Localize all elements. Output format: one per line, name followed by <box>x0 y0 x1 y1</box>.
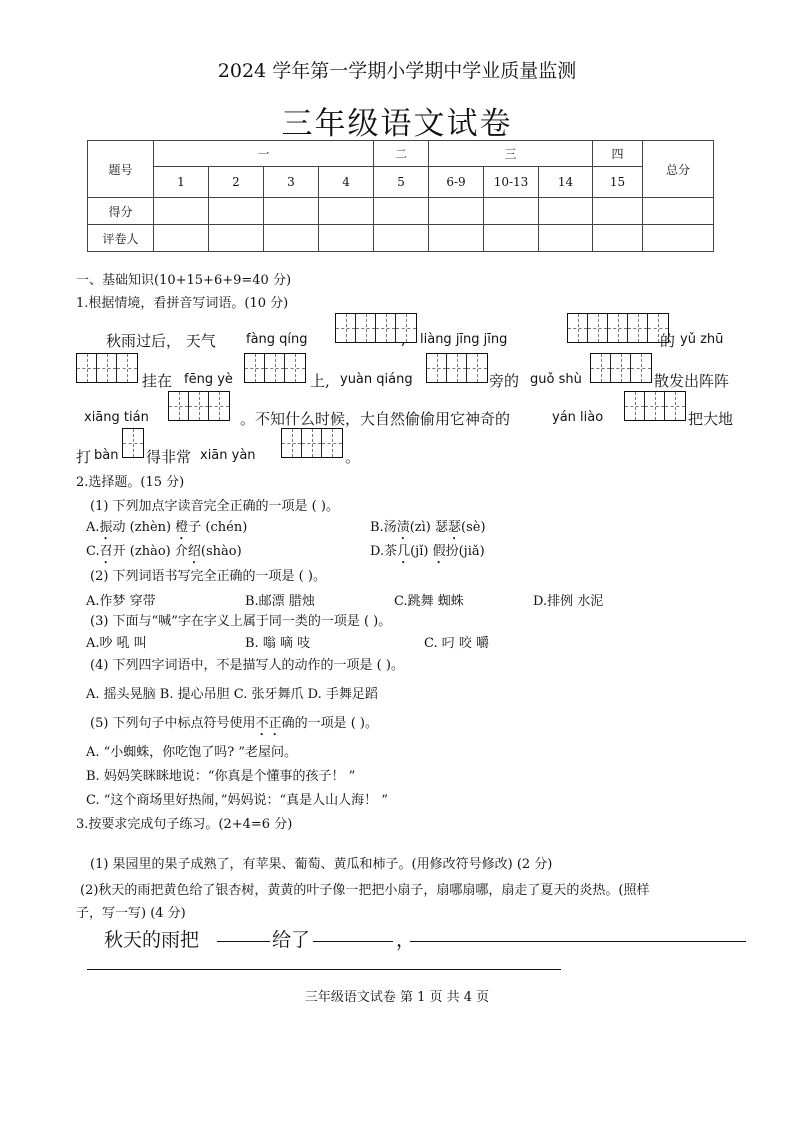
question-number-cell: 5 <box>374 167 429 198</box>
q2-sub5 <box>90 712 378 739</box>
question-number-cell: 3 <box>264 167 319 198</box>
pinyin: fēng yè <box>184 372 233 387</box>
q2-sub3-option-c: C. 叼 咬 嚼 <box>424 636 490 651</box>
section-3-cell: 三 <box>429 141 593 167</box>
answer-line[interactable] <box>410 941 746 942</box>
answer-grid[interactable] <box>244 353 306 383</box>
option-text: 瑟 <box>435 520 449 535</box>
grader-input-cell[interactable] <box>593 225 643 252</box>
q3-title: 3.按要求完成句子练习。(2+4=6 分) <box>76 817 293 832</box>
answer-grid[interactable] <box>590 353 652 383</box>
option-text: (jǐ) <box>410 544 433 559</box>
q2-sub2-option-c: C.跳舞 蜘蛛 <box>394 594 464 609</box>
q2-sub2-option-b: B.邮漂 腊烛 <box>245 594 315 609</box>
q1-text: 。 <box>345 448 361 466</box>
q2-sub2: (2) 下列词语书写完全正确的一项是 ( )。 <box>90 569 326 584</box>
grader-input-cell[interactable] <box>484 225 539 252</box>
fill-comma: ， <box>396 929 416 951</box>
exam-title: 三年级语文试卷 <box>281 106 513 142</box>
pinyin: xiān yàn <box>200 448 256 463</box>
score-row-label: 得分 <box>88 198 154 225</box>
pinyin: liàng jīng jīng <box>420 332 508 347</box>
option-text: 动 (zhèn) <box>112 520 176 535</box>
dotted-char: 渍 <box>396 520 410 535</box>
grader-input-cell[interactable] <box>319 225 374 252</box>
q2-sub4-options: A. 摇头晃脑 B. 提心吊胆 C. 张牙舞爪 D. 手舞足蹈 <box>86 687 378 702</box>
answer-grid[interactable] <box>281 428 343 458</box>
pinyin: xiāng tián <box>84 410 149 425</box>
q2-sub3-option-b: B. 嗡 嘀 吱 <box>245 636 311 651</box>
total-cell: 总分 <box>643 141 714 198</box>
question-number-cell: 6-9 <box>429 167 484 198</box>
question-number-cell: 14 <box>539 167 593 198</box>
answer-grid[interactable] <box>426 353 488 383</box>
q2-sub5-option-a: A. “小蜘蛛，你吃饱了吗? ”老屋问。 <box>86 745 298 760</box>
score-input-cell[interactable] <box>154 198 209 225</box>
grader-input-cell[interactable] <box>209 225 264 252</box>
option-text: 子 (chén) <box>188 520 248 535</box>
score-input-cell[interactable] <box>643 198 714 225</box>
option-text: (zì) <box>409 520 435 535</box>
answer-grid[interactable] <box>122 428 144 458</box>
score-input-cell[interactable] <box>209 198 264 225</box>
dotted-char: 橙 <box>175 520 189 535</box>
score-input-cell[interactable] <box>593 198 643 225</box>
question-text: 确的一项是 ( )。 <box>281 716 378 731</box>
q1-text: 把大地 <box>688 410 734 428</box>
exam-subtitle: 2024 学年第一学期小学期中学业质量监测 <box>217 60 577 82</box>
option-text: 扮(jiǎ) <box>445 544 485 559</box>
q2-sub2-option-a: A.作梦 穿带 <box>86 594 156 609</box>
answer-grid[interactable] <box>567 313 669 343</box>
grader-row-label: 评卷人 <box>88 225 154 252</box>
dotted-char: 不正 <box>255 716 282 731</box>
question-number-cell: 10-13 <box>484 167 539 198</box>
grader-input-cell[interactable] <box>154 225 209 252</box>
score-input-cell[interactable] <box>484 198 539 225</box>
q3-sub2-line2: 子，写一写) (4 分) <box>76 906 186 921</box>
answer-grid[interactable] <box>168 391 230 421</box>
dotted-char: 振 <box>99 520 113 535</box>
q2-sub1-option-d <box>370 540 485 567</box>
q2-sub3: (3) 下面与“喊”字在字义上属于同一类的一项是 ( )。 <box>90 614 392 629</box>
fill-middle: 给了 <box>272 929 311 951</box>
pinyin: bàn <box>94 448 119 463</box>
answer-line[interactable] <box>313 941 393 942</box>
dotted-char: 绍 <box>187 544 201 559</box>
question-text: (5) 下列句子中标点符号使用 <box>90 716 256 731</box>
option-text: 开 (zhào) 介 <box>112 544 188 559</box>
question-number-cell: 4 <box>319 167 374 198</box>
pinyin: fàng qíng <box>246 332 308 347</box>
score-input-cell[interactable] <box>264 198 319 225</box>
dotted-char: 假 <box>432 544 446 559</box>
q1-text: 得非常 <box>146 448 192 466</box>
grader-input-cell[interactable] <box>539 225 593 252</box>
q1-text: 。不知什么时候，大自然偷偷用它神奇的 <box>240 410 511 428</box>
q2-sub1-option-b <box>370 516 486 543</box>
question-number-cell: 2 <box>209 167 264 198</box>
pinyin: guǒ shù <box>530 372 582 387</box>
q2-sub5-option-c: C. “这个商场里好热闹，”妈妈说：“真是人山人海！ ” <box>86 793 388 808</box>
score-input-cell[interactable] <box>374 198 429 225</box>
part1-heading: 一、基础知识(10+15+6+9=40 分) <box>76 273 292 288</box>
pinyin: yán liào <box>552 410 604 425</box>
q2-sub3-option-a: A.吵 吼 叫 <box>86 636 147 651</box>
option-text: B.汤 <box>370 520 397 535</box>
pinyin: yǔ zhū <box>680 332 724 347</box>
q3-sub1: (1) 果园里的果子成熟了，有苹果、葡萄、黄瓜和柿子。(用修改符号修改) (2 分) <box>90 857 553 872</box>
q2-sub1-option-a <box>86 516 247 543</box>
q1-text: 打 <box>76 448 92 466</box>
row-label-cell: 题号 <box>88 141 154 198</box>
section-2-cell: 二 <box>374 141 429 167</box>
q2-sub5-option-b: B. 妈妈笑眯眯地说：“你真是个懂事的孩子！ ” <box>86 769 356 784</box>
answer-line[interactable] <box>217 941 270 942</box>
grader-input-cell[interactable] <box>264 225 319 252</box>
score-input-cell[interactable] <box>429 198 484 225</box>
q1-text: 旁的 <box>489 372 520 390</box>
option-text: D.茶 <box>370 544 398 559</box>
grader-input-cell[interactable] <box>374 225 429 252</box>
answer-grid[interactable] <box>624 391 686 421</box>
score-table <box>87 140 714 252</box>
q3-sub2-line1: (2)秋天的雨把黄色给了银杏树，黄黄的叶子像一把把小扇子，扇哪扇哪，扇走了夏天的炎热。(照样 <box>80 883 650 898</box>
section-1-cell: 一 <box>154 141 374 167</box>
q2-sub2-option-d: D.排例 水泥 <box>533 594 604 609</box>
option-text: C. <box>86 544 100 559</box>
score-input-cell[interactable] <box>539 198 593 225</box>
fill-prefix: 秋天的雨把 <box>104 929 200 951</box>
q2-sub1-option-c <box>86 540 242 567</box>
q1-text: , <box>401 330 406 348</box>
q1-text: 散发出阵阵 <box>654 372 730 390</box>
question-number-cell: 1 <box>154 167 209 198</box>
dotted-char: 召 <box>99 544 113 559</box>
q1-text: 上, <box>310 372 330 390</box>
question-number-cell: 15 <box>593 167 643 198</box>
answer-grid[interactable] <box>76 353 138 383</box>
option-text: (sè) <box>461 520 486 535</box>
q1-title: 1.根据情境，看拼音写词语。(10 分) <box>76 296 289 311</box>
q2-sub1: (1) 下列加点字读音完全正确的一项是 ( )。 <box>90 499 339 514</box>
pinyin: yuàn qiáng <box>340 372 413 387</box>
option-text: A. <box>86 520 100 535</box>
answer-line[interactable] <box>87 969 561 970</box>
page-footer: 三年级语文试卷 第 1 页 共 4 页 <box>304 990 490 1005</box>
section-4-cell: 四 <box>593 141 643 167</box>
grader-input-cell[interactable] <box>429 225 484 252</box>
q2-title: 2.选择题。(15 分) <box>76 475 185 490</box>
grader-input-cell[interactable] <box>643 225 714 252</box>
q1-text: 挂在 <box>142 372 173 390</box>
q1-text: 秋雨过后， 天气 <box>106 332 216 350</box>
q1-text: 的 <box>660 332 676 350</box>
q2-sub4: (4) 下列四字词语中，不是描写人的动作的一项是 ( )。 <box>90 658 404 673</box>
dotted-char: 几 <box>397 544 411 559</box>
option-text: (shào) <box>200 544 242 559</box>
dotted-char: 瑟 <box>448 520 462 535</box>
score-input-cell[interactable] <box>319 198 374 225</box>
